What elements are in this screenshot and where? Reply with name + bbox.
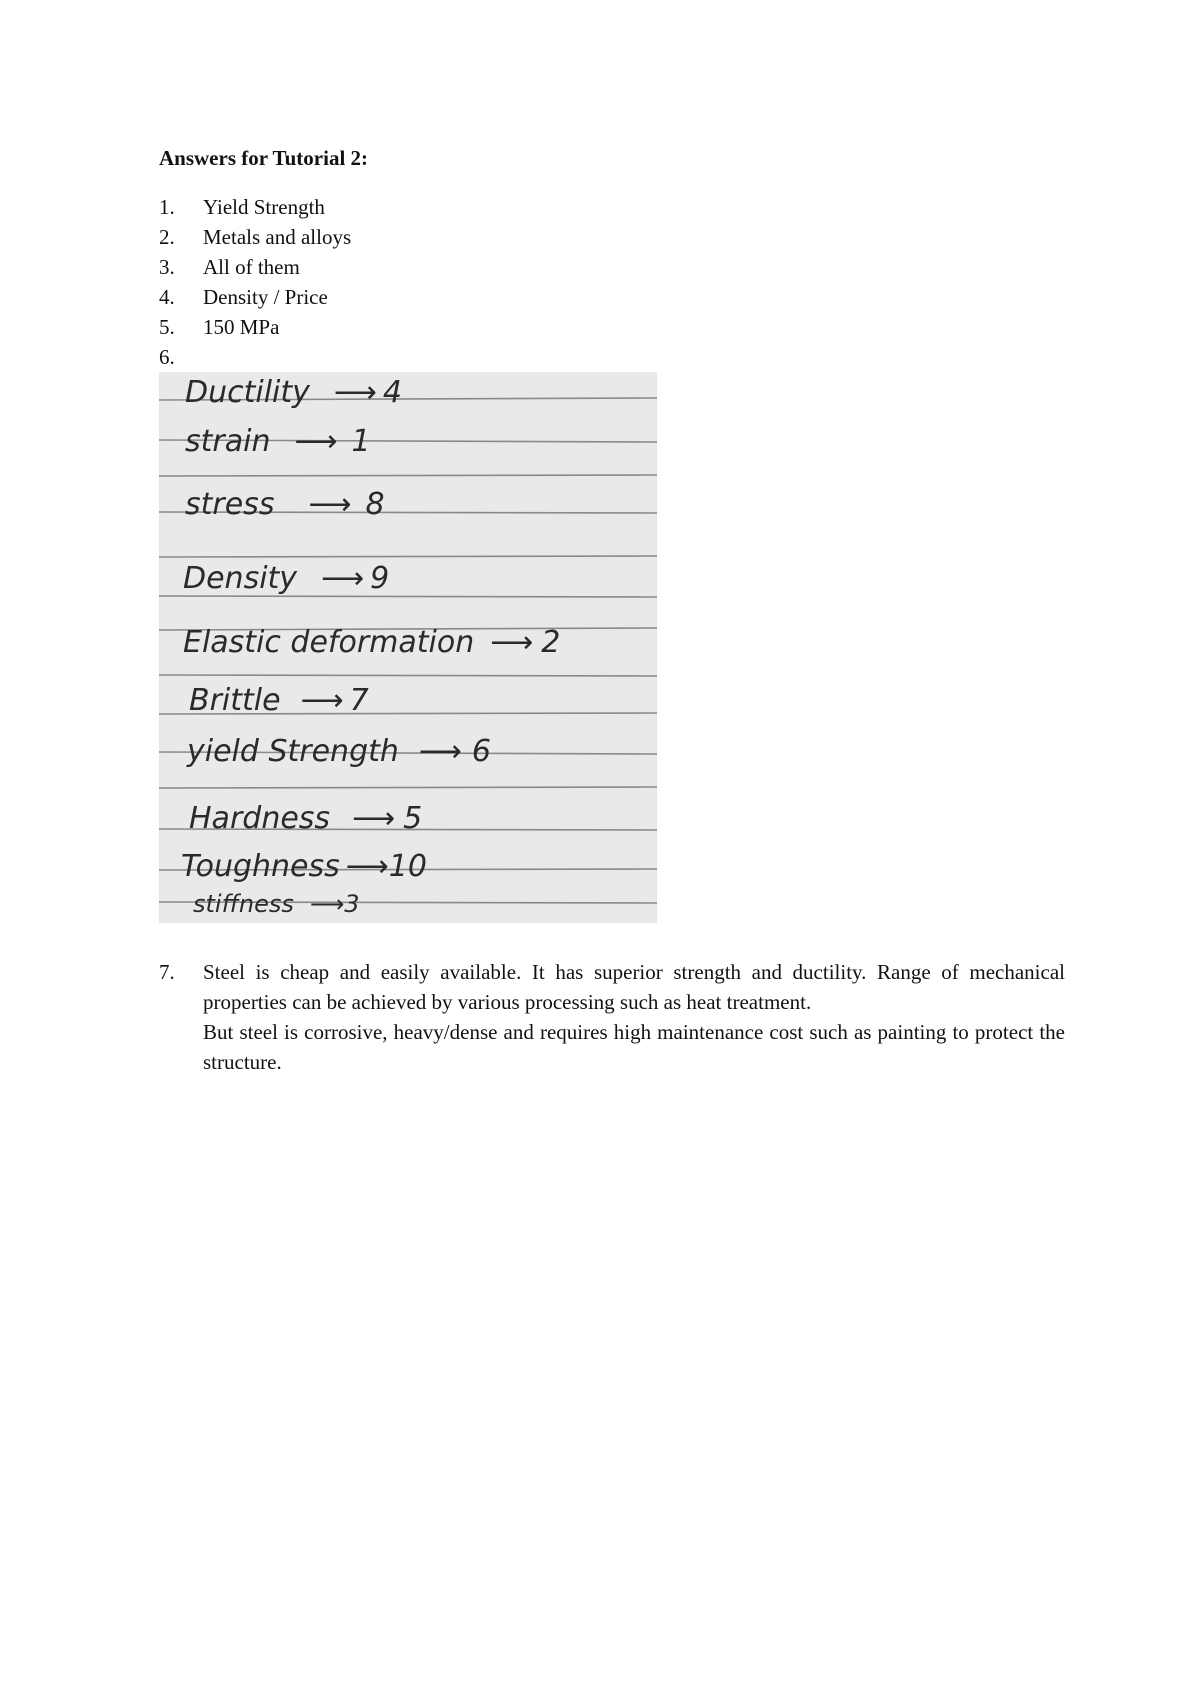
- hand-row-1: [185, 375, 402, 410]
- hand-term: Toughness: [181, 849, 340, 884]
- hand-row-6: [189, 683, 369, 718]
- hand-term: Brittle: [189, 683, 281, 718]
- hand-row-4: [183, 561, 389, 596]
- answer-item-4: [159, 282, 351, 312]
- hand-term: Hardness: [189, 801, 331, 836]
- arrow-glyph: ⟶: [490, 625, 534, 660]
- hand-answer: 9: [370, 561, 390, 596]
- answer-text: Yield Strength: [203, 195, 325, 219]
- answer-item-1: [159, 192, 351, 222]
- hand-answer: 3: [344, 890, 360, 918]
- arrow-glyph: ⟶: [321, 561, 365, 596]
- hand-answer: 2: [541, 625, 561, 660]
- answer-paragraph-1: Steel is cheap and easily available. It has superior strength and ductility. Range of mechanical properties can be achieved by various processing such as heat treatment.: [203, 960, 1065, 1014]
- arrow-glyph: ⟶: [309, 890, 345, 918]
- answer-text: 150 MPa: [203, 315, 280, 339]
- handwritten-notes-svg: [159, 372, 657, 923]
- hand-row-5: [183, 625, 560, 660]
- hand-row-9: [181, 849, 427, 884]
- answer-text: Metals and alloys: [203, 225, 352, 249]
- hand-answer: 7: [349, 683, 369, 718]
- answer-number: 3.: [159, 255, 175, 279]
- hand-row-10: [193, 890, 360, 918]
- answer-item-6: [159, 342, 351, 372]
- hand-term: Density: [183, 561, 298, 596]
- handwritten-rows: [181, 375, 560, 918]
- hand-answer: 5: [403, 801, 423, 836]
- hand-answer: 1: [351, 424, 371, 459]
- hand-term: stress: [185, 487, 275, 522]
- hand-answer: 10: [388, 849, 427, 884]
- hand-row-3: [185, 487, 385, 522]
- hand-term: strain: [185, 424, 271, 459]
- answer-number: 5.: [159, 315, 175, 339]
- answer-number: 4.: [159, 285, 175, 309]
- answer-paragraph-2: But steel is corrosive, heavy/dense and requires high maintenance cost such as painting to protect the structure.: [203, 1020, 1065, 1074]
- arrow-glyph: ⟶: [300, 683, 344, 718]
- answer-paragraphs: [203, 957, 1065, 1077]
- hand-term: yield Strength: [187, 734, 399, 769]
- hand-term: Ductility: [185, 375, 310, 410]
- answer-item-7: [159, 957, 1065, 1077]
- hand-row-7: [186, 734, 491, 769]
- answer-text: All of them: [203, 255, 300, 279]
- answer-item-3: [159, 252, 351, 282]
- hand-answer: 4: [382, 375, 403, 410]
- answer-number: 1.: [159, 195, 175, 219]
- hand-term: Elastic deformation: [183, 625, 475, 660]
- arrow-glyph: ⟶: [418, 734, 462, 769]
- answer-text: Density / Price: [203, 285, 328, 309]
- handwritten-answer-image: [159, 372, 657, 923]
- answer-item-5: [159, 312, 351, 342]
- arrow-glyph: ⟶: [345, 849, 389, 884]
- arrow-glyph: ⟶: [308, 487, 352, 522]
- answer-item-2: [159, 222, 351, 252]
- arrow-glyph: ⟶: [333, 375, 377, 410]
- answer-number: 7.: [159, 960, 175, 984]
- hand-term: stiffness: [193, 890, 294, 918]
- hand-answer: 6: [471, 734, 491, 769]
- hand-answer: 8: [365, 487, 385, 522]
- answer-list: [159, 192, 351, 372]
- document-title: Answers for Tutorial 2:: [159, 146, 369, 170]
- arrow-glyph: ⟶: [352, 801, 396, 836]
- answer-number: 2.: [159, 225, 175, 249]
- arrow-glyph: ⟶: [294, 424, 338, 459]
- answer-number: 6.: [159, 345, 175, 369]
- hand-row-8: [189, 801, 422, 836]
